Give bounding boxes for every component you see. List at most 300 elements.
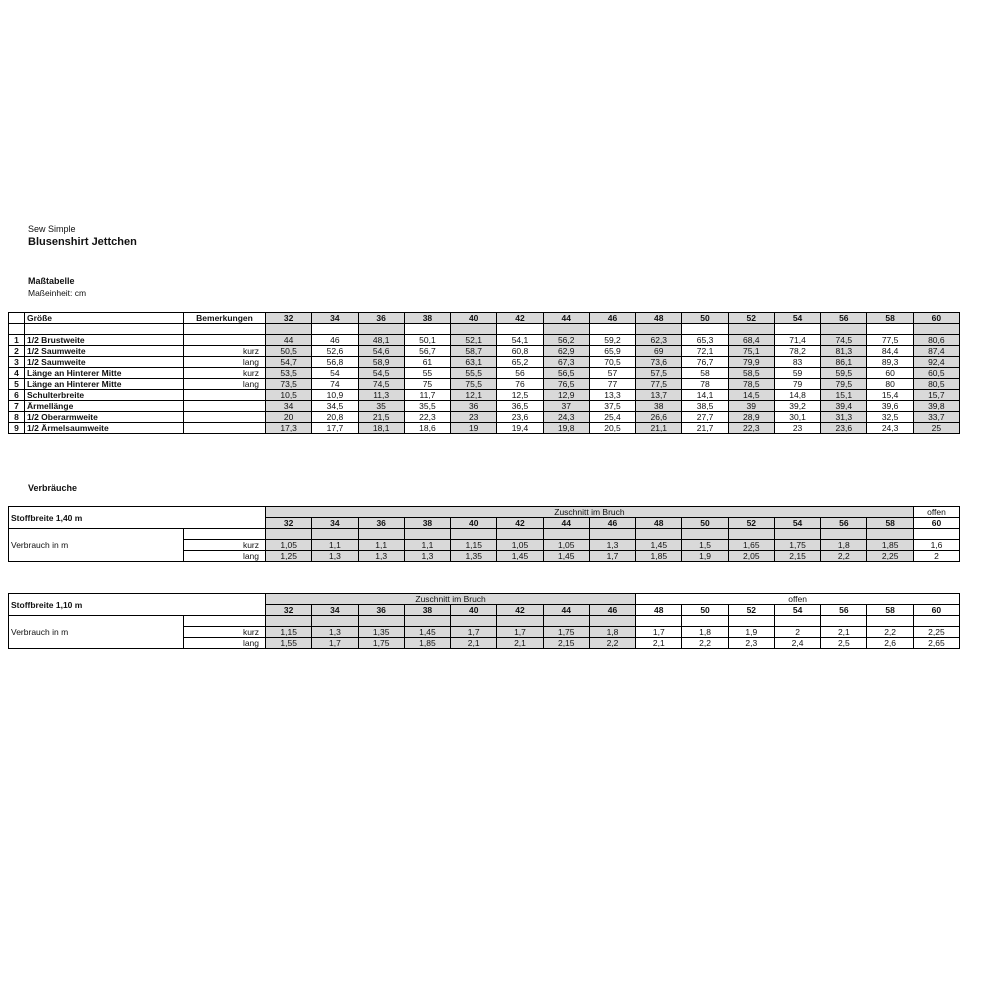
- measure-value: 53,5: [266, 368, 312, 379]
- measure-value: 59,2: [589, 335, 635, 346]
- measure-remark: kurz: [184, 346, 266, 357]
- consumption-value: 1,3: [589, 540, 635, 551]
- group-bruch-header: Zuschnitt im Bruch: [266, 507, 914, 518]
- group-header-row: [9, 594, 960, 605]
- measure-value: 74,5: [821, 335, 867, 346]
- consumption-value: 2,25: [867, 551, 913, 562]
- consumption-value: 1,7: [451, 627, 497, 638]
- consumption-spacer-row: [9, 616, 960, 627]
- size-header: 48: [636, 605, 682, 616]
- measure-value: 86,1: [821, 357, 867, 368]
- measure-value: 15,7: [913, 390, 959, 401]
- row-index: 6: [9, 390, 25, 401]
- measure-label: 1/2 Ärmelsaumweite: [25, 423, 184, 434]
- size-header: 52: [728, 313, 774, 324]
- size-header: 50: [682, 605, 728, 616]
- measure-value: 68,4: [728, 335, 774, 346]
- consumption-value: 2,1: [821, 627, 867, 638]
- measure-value: 75: [404, 379, 450, 390]
- spacer-cell: [184, 616, 266, 627]
- spacer-cell: [682, 616, 728, 627]
- size-header: 32: [266, 605, 312, 616]
- consumption-value: 2: [774, 627, 820, 638]
- consumption-value: 1,45: [636, 540, 682, 551]
- measure-row: [9, 346, 960, 357]
- consumption-value: 1,7: [589, 551, 635, 562]
- spacer-cell: [821, 616, 867, 627]
- consumption-value: 1,15: [266, 627, 312, 638]
- measure-value: 10,9: [312, 390, 358, 401]
- measure-value: 59,5: [821, 368, 867, 379]
- consumption-value: 1,45: [543, 551, 589, 562]
- measure-value: 79: [774, 379, 820, 390]
- brand-label: Sew Simple: [28, 224, 76, 234]
- consumption-value: 1,05: [266, 540, 312, 551]
- spacer-cell: [451, 616, 497, 627]
- measure-value: 75,1: [728, 346, 774, 357]
- measure-value: 78,2: [774, 346, 820, 357]
- measure-value: 63,1: [451, 357, 497, 368]
- consumption-value: 1,45: [497, 551, 543, 562]
- measure-value: 37: [543, 401, 589, 412]
- spacer-cell: [589, 529, 635, 540]
- measure-value: 65,9: [589, 346, 635, 357]
- size-header: 36: [358, 313, 404, 324]
- measure-label: 1/2 Saumweite: [25, 346, 184, 357]
- measure-value: 14,8: [774, 390, 820, 401]
- measure-value: 20: [266, 412, 312, 423]
- measure-value: 25: [913, 423, 959, 434]
- consumption-value: 2: [913, 551, 959, 562]
- measure-label: 1/2 Saumweite: [25, 357, 184, 368]
- consumption-value: 2,05: [728, 551, 774, 562]
- group-bruch-header: Zuschnitt im Bruch: [266, 594, 636, 605]
- consumption-value: 1,55: [266, 638, 312, 649]
- measure-value: 32,5: [867, 412, 913, 423]
- measure-value: 19,8: [543, 423, 589, 434]
- consumption-heading: Verbräuche: [28, 483, 78, 493]
- size-header: 60: [913, 518, 959, 529]
- measure-value: 78,5: [728, 379, 774, 390]
- size-header: 46: [589, 313, 635, 324]
- measure-value: 62,3: [636, 335, 682, 346]
- size-header: 56: [821, 518, 867, 529]
- measure-value: 23: [451, 412, 497, 423]
- spacer-cell: [867, 616, 913, 627]
- size-header: 40: [451, 313, 497, 324]
- size-header: 40: [451, 605, 497, 616]
- measure-value: 30,1: [774, 412, 820, 423]
- measure-value: 58,7: [451, 346, 497, 357]
- spacer-cell: [9, 324, 25, 335]
- measure-value: 58,5: [728, 368, 774, 379]
- measure-label: Länge an Hinterer Mitte: [25, 379, 184, 390]
- measure-remark: [184, 423, 266, 434]
- measure-value: 54,5: [358, 368, 404, 379]
- measure-value: 39: [728, 401, 774, 412]
- size-header: 36: [358, 605, 404, 616]
- measure-value: 23,6: [821, 423, 867, 434]
- measure-value: 74,5: [358, 379, 404, 390]
- measure-value: 17,7: [312, 423, 358, 434]
- row-index: 5: [9, 379, 25, 390]
- consumption-remark: kurz: [184, 627, 266, 638]
- measure-value: 15,4: [867, 390, 913, 401]
- consumption-value: 1,8: [682, 627, 728, 638]
- size-header: 42: [497, 313, 543, 324]
- measure-value: 57: [589, 368, 635, 379]
- consumption-value: 2,4: [774, 638, 820, 649]
- size-header: 34: [312, 313, 358, 324]
- consumption-value: 2,15: [543, 638, 589, 649]
- spacer-cell: [312, 529, 358, 540]
- spacer-cell: [589, 616, 635, 627]
- measure-value: 77,5: [636, 379, 682, 390]
- measure-value: 76,7: [682, 357, 728, 368]
- consumption-value: 1,1: [404, 540, 450, 551]
- measure-value: 80: [867, 379, 913, 390]
- measure-value: 56,2: [543, 335, 589, 346]
- consumption-value: 1,75: [543, 627, 589, 638]
- measure-value: 18,6: [404, 423, 450, 434]
- measure-value: 27,7: [682, 412, 728, 423]
- consumption-value: 1,3: [312, 627, 358, 638]
- spacer-cell: [543, 616, 589, 627]
- measure-remark: [184, 401, 266, 412]
- spacer-cell: [404, 529, 450, 540]
- measure-value: 31,3: [821, 412, 867, 423]
- measure-value: 52,1: [451, 335, 497, 346]
- spacer-cell: [358, 529, 404, 540]
- spacer-cell: [774, 616, 820, 627]
- measure-label: Länge an Hinterer Mitte: [25, 368, 184, 379]
- size-header: 54: [774, 605, 820, 616]
- size-header: 48: [636, 518, 682, 529]
- fabric-width-label: Stoffbreite 1,10 m: [9, 594, 266, 616]
- consumption-value: 1,9: [682, 551, 728, 562]
- measure-value: 60: [867, 368, 913, 379]
- measure-label: 1/2 Brustweite: [25, 335, 184, 346]
- measure-value: 23: [774, 423, 820, 434]
- consumption-remark: kurz: [184, 540, 266, 551]
- size-header: 44: [543, 313, 589, 324]
- spacer-cell: [913, 324, 959, 335]
- size-header: 52: [728, 605, 774, 616]
- consumption-value: 1,7: [636, 627, 682, 638]
- measure-value: 73,5: [266, 379, 312, 390]
- measure-value: 11,3: [358, 390, 404, 401]
- measure-value: 69: [636, 346, 682, 357]
- size-header: 34: [312, 605, 358, 616]
- consumption-value: 1,45: [404, 627, 450, 638]
- measure-value: 18,1: [358, 423, 404, 434]
- consumption-value: 2,15: [774, 551, 820, 562]
- measure-value: 57,5: [636, 368, 682, 379]
- measure-value: 76: [497, 379, 543, 390]
- measure-value: 54: [312, 368, 358, 379]
- spacer-cell: [774, 529, 820, 540]
- measure-row: [9, 423, 960, 434]
- spacer-cell: [821, 324, 867, 335]
- consumption-value: 1,05: [497, 540, 543, 551]
- measure-value: 79,9: [728, 357, 774, 368]
- spacer-cell: [497, 324, 543, 335]
- consumption-value: 1,85: [404, 638, 450, 649]
- spacer-cell: [867, 324, 913, 335]
- row-index: 3: [9, 357, 25, 368]
- size-header: 44: [543, 518, 589, 529]
- measure-value: 14,5: [728, 390, 774, 401]
- measure-row: [9, 390, 960, 401]
- size-header: 42: [497, 605, 543, 616]
- measure-value: 77,5: [867, 335, 913, 346]
- measure-value: 21,1: [636, 423, 682, 434]
- spacer-cell: [358, 324, 404, 335]
- spacer-cell: [821, 529, 867, 540]
- consumption-value: 2,2: [589, 638, 635, 649]
- consumption-value: 2,6: [867, 638, 913, 649]
- consumption-value: 1,75: [358, 638, 404, 649]
- measure-value: 36: [451, 401, 497, 412]
- spacer-cell: [312, 616, 358, 627]
- measure-value: 23,6: [497, 412, 543, 423]
- measure-value: 24,3: [543, 412, 589, 423]
- consumption-value: 1,3: [358, 551, 404, 562]
- measure-value: 87,4: [913, 346, 959, 357]
- size-header: 56: [821, 605, 867, 616]
- measure-value: 13,3: [589, 390, 635, 401]
- measure-value: 22,3: [404, 412, 450, 423]
- row-index: 7: [9, 401, 25, 412]
- consumption-value: 2,5: [821, 638, 867, 649]
- measure-value: 13,7: [636, 390, 682, 401]
- measure-value: 80,6: [913, 335, 959, 346]
- consumption-value: 1,3: [312, 551, 358, 562]
- measure-value: 39,8: [913, 401, 959, 412]
- measure-row: [9, 335, 960, 346]
- size-header: 50: [682, 518, 728, 529]
- measure-value: 75,5: [451, 379, 497, 390]
- measure-value: 58,9: [358, 357, 404, 368]
- consumption-remark: lang: [184, 638, 266, 649]
- measure-row: [9, 401, 960, 412]
- group-offen-header: offen: [913, 507, 959, 518]
- spacer-cell: [682, 529, 728, 540]
- measure-row: [9, 357, 960, 368]
- measure-value: 12,1: [451, 390, 497, 401]
- row-index: 4: [9, 368, 25, 379]
- measure-label: 1/2 Oberarmweite: [25, 412, 184, 423]
- consumption-value: 1,35: [358, 627, 404, 638]
- measure-value: 71,4: [774, 335, 820, 346]
- size-header: 58: [867, 313, 913, 324]
- spacer-cell: [404, 616, 450, 627]
- spacer-cell: [867, 529, 913, 540]
- measure-value: 19: [451, 423, 497, 434]
- measure-value: 55,5: [451, 368, 497, 379]
- size-header: 52: [728, 518, 774, 529]
- measure-label: Ärmellänge: [25, 401, 184, 412]
- spacer-cell: [636, 324, 682, 335]
- measure-value: 12,9: [543, 390, 589, 401]
- measure-value: 60,5: [913, 368, 959, 379]
- fabric-width-label: Stoffbreite 1,40 m: [9, 507, 266, 529]
- group-header-row: [9, 507, 960, 518]
- spacer-cell: [682, 324, 728, 335]
- consumption-row-label: Verbrauch in m: [9, 616, 184, 649]
- measure-value: 89,3: [867, 357, 913, 368]
- consumption-value: 1,05: [543, 540, 589, 551]
- spacer-cell: [358, 616, 404, 627]
- measure-value: 26,6: [636, 412, 682, 423]
- measure-value: 34: [266, 401, 312, 412]
- measure-value: 21,7: [682, 423, 728, 434]
- spacer-cell: [636, 529, 682, 540]
- size-header: 32: [266, 518, 312, 529]
- size-header: 48: [636, 313, 682, 324]
- measure-value: 48,1: [358, 335, 404, 346]
- spacer-cell: [497, 529, 543, 540]
- measure-remark: [184, 390, 266, 401]
- measure-row: [9, 379, 960, 390]
- spacer-cell: [184, 324, 266, 335]
- measure-value: 24,3: [867, 423, 913, 434]
- measure-remark: lang: [184, 357, 266, 368]
- consumption-table-140: [8, 506, 960, 562]
- measure-value: 60,8: [497, 346, 543, 357]
- consumption-value: 1,6: [913, 540, 959, 551]
- size-header: 54: [774, 518, 820, 529]
- measure-value: 56: [497, 368, 543, 379]
- measure-value: 14,1: [682, 390, 728, 401]
- size-header: 40: [451, 518, 497, 529]
- measure-value: 22,3: [728, 423, 774, 434]
- consumption-value: 2,2: [821, 551, 867, 562]
- spacer-cell: [497, 616, 543, 627]
- measure-value: 70,5: [589, 357, 635, 368]
- measure-value: 50,5: [266, 346, 312, 357]
- spacer-cell: [913, 529, 959, 540]
- spacer-cell: [312, 324, 358, 335]
- measure-table-heading: Maßtabelle: [28, 276, 75, 286]
- measure-value: 35: [358, 401, 404, 412]
- measure-value: 56,7: [404, 346, 450, 357]
- measure-value: 65,3: [682, 335, 728, 346]
- consumption-value: 2,3: [728, 638, 774, 649]
- row-index: 1: [9, 335, 25, 346]
- consumption-value: 1,3: [404, 551, 450, 562]
- measure-value: 20,8: [312, 412, 358, 423]
- measure-value: 55: [404, 368, 450, 379]
- consumption-table-110: [8, 593, 960, 649]
- measure-value: 76,5: [543, 379, 589, 390]
- consumption-remark: lang: [184, 551, 266, 562]
- spacer-cell: [728, 616, 774, 627]
- document-title: Blusenshirt Jettchen: [28, 236, 137, 248]
- consumption-value: 2,2: [867, 627, 913, 638]
- measure-value: 56,8: [312, 357, 358, 368]
- measure-value: 10,5: [266, 390, 312, 401]
- spacer-cell: [636, 616, 682, 627]
- consumption-row-label: Verbrauch in m: [9, 529, 184, 562]
- size-header: 42: [497, 518, 543, 529]
- consumption-value: 1,15: [451, 540, 497, 551]
- measure-value: 38,5: [682, 401, 728, 412]
- measure-value: 17,3: [266, 423, 312, 434]
- measure-value: 79,5: [821, 379, 867, 390]
- consumption-value: 2,2: [682, 638, 728, 649]
- measure-unit-label: Maßeinheit: cm: [28, 288, 87, 298]
- measure-value: 52,6: [312, 346, 358, 357]
- consumption-value: 2,65: [913, 638, 959, 649]
- size-header: 58: [867, 518, 913, 529]
- row-index: 2: [9, 346, 25, 357]
- measure-label: Schulterbreite: [25, 390, 184, 401]
- measure-value: 59: [774, 368, 820, 379]
- size-header: 38: [404, 605, 450, 616]
- size-header: 60: [913, 313, 959, 324]
- measure-table: [8, 312, 960, 434]
- size-header: 50: [682, 313, 728, 324]
- size-header: 38: [404, 518, 450, 529]
- measure-value: 38: [636, 401, 682, 412]
- consumption-value: 1,9: [728, 627, 774, 638]
- measure-value: 25,4: [589, 412, 635, 423]
- measure-value: 81,3: [821, 346, 867, 357]
- consumption-value: 1,7: [497, 627, 543, 638]
- measure-value: 34,5: [312, 401, 358, 412]
- measure-value: 33,7: [913, 412, 959, 423]
- consumption-value: 1,8: [589, 627, 635, 638]
- consumption-value: 2,1: [636, 638, 682, 649]
- size-header: 32: [266, 313, 312, 324]
- measure-value: 56,5: [543, 368, 589, 379]
- size-header: 46: [589, 518, 635, 529]
- measure-spacer-row: [9, 324, 960, 335]
- row-index: 9: [9, 423, 25, 434]
- consumption-spacer-row: [9, 529, 960, 540]
- consumption-value: 1,5: [682, 540, 728, 551]
- spacer-cell: [774, 324, 820, 335]
- spacer-cell: [451, 529, 497, 540]
- row-index: 8: [9, 412, 25, 423]
- measure-value: 39,4: [821, 401, 867, 412]
- measure-value: 77: [589, 379, 635, 390]
- consumption-value: 1,8: [821, 540, 867, 551]
- measure-value: 36,5: [497, 401, 543, 412]
- size-header: 34: [312, 518, 358, 529]
- measure-value: 44: [266, 335, 312, 346]
- consumption-value: 1,35: [451, 551, 497, 562]
- spacer-cell: [589, 324, 635, 335]
- measure-value: 92,4: [913, 357, 959, 368]
- spacer-cell: [913, 616, 959, 627]
- measure-value: 74: [312, 379, 358, 390]
- size-header: 46: [589, 605, 635, 616]
- measure-value: 73,6: [636, 357, 682, 368]
- measure-value: 54,1: [497, 335, 543, 346]
- group-offen-header: offen: [636, 594, 960, 605]
- measure-row: [9, 368, 960, 379]
- spacer-cell: [451, 324, 497, 335]
- size-header: 38: [404, 313, 450, 324]
- consumption-value: 1,1: [358, 540, 404, 551]
- measure-header-row: [9, 313, 960, 324]
- measure-remark: [184, 335, 266, 346]
- size-header: 58: [867, 605, 913, 616]
- measure-value: 62,9: [543, 346, 589, 357]
- measure-value: 15,1: [821, 390, 867, 401]
